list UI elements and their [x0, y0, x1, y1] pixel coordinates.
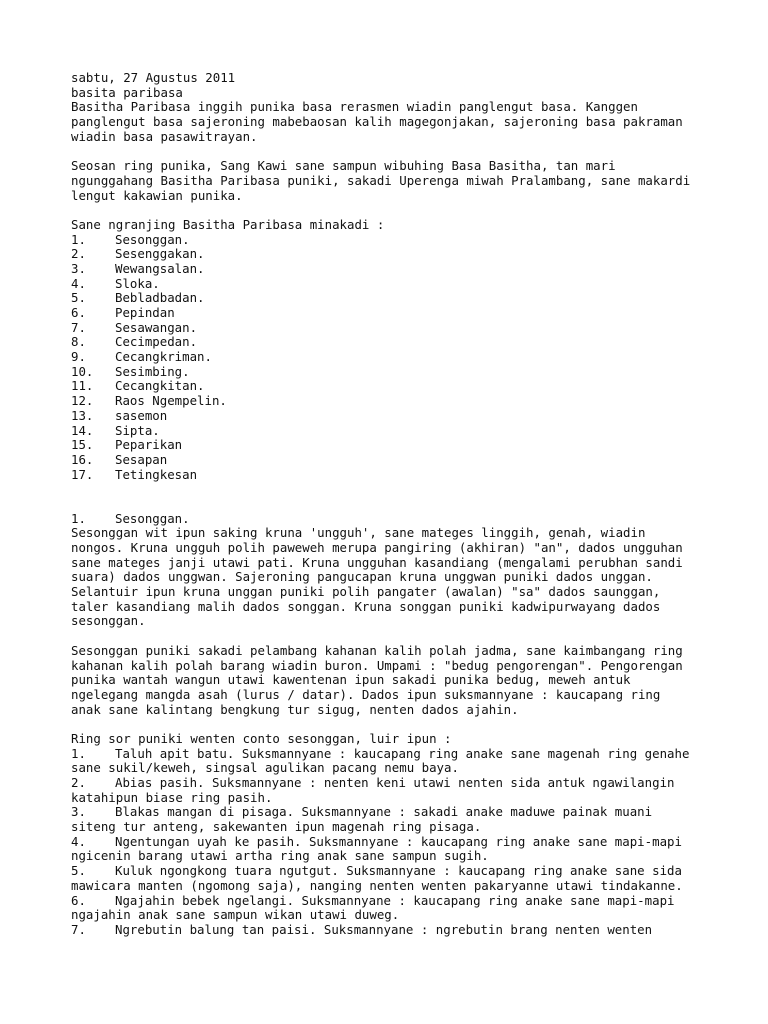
list-item: [71, 350, 731, 365]
example-item: [71, 864, 731, 893]
text-line: anak sane kalintang bengkung tur sigug, nenten dados ajahin.: [71, 701, 519, 717]
example-line: [71, 894, 731, 909]
example-item: [71, 894, 731, 923]
example-text: Abias pasih. Suksmannyane : nenten keni utawi nenten sida antuk ngawilangin: [115, 775, 675, 790]
text-line: Sesonggan wit ipun saking kruna 'ungguh', sane mateges linggih, genah, wiadin: [71, 525, 646, 541]
intro-paragraph-2: [71, 159, 731, 203]
list-item-label: Cecangkriman.: [115, 349, 212, 365]
text-line: taler kasandiang malih dados songgan. Kruna songgan puniki kadwipurwayang dados: [71, 598, 661, 614]
example-number: 3.: [71, 804, 86, 820]
list-item-label: Tetingkesan: [115, 466, 198, 482]
example-continuation: katahipun biase ring pasih.: [71, 789, 273, 805]
list-item-number: 3.: [71, 260, 86, 276]
text-line: sesonggan.: [71, 613, 146, 629]
example-number: 6.: [71, 892, 86, 908]
list-intro: Sane ngranjing Basitha Paribasa minakadi :: [71, 216, 385, 232]
list-item-label: Bebladbadan.: [115, 290, 205, 306]
list-item: [71, 277, 731, 292]
intro-paragraph-1: [71, 100, 731, 144]
list-item-label: Sesonggan.: [115, 231, 190, 247]
example-number: 2.: [71, 775, 86, 790]
list-item-number: 15.: [71, 437, 94, 453]
list-item-label: sasemon: [115, 407, 168, 423]
list-item-number: 10.: [71, 363, 94, 379]
list-item: [71, 335, 731, 350]
list-item: [71, 321, 731, 336]
text-line: punika wantah wangun utawi kawentenan ipun sakadi punika bedug, meweh antuk: [71, 672, 631, 688]
list-item-label: Sesapan: [115, 451, 168, 467]
sesonggan-example-list: [71, 747, 731, 938]
examples-intro: Ring sor puniki wenten conto sesonggan, luir ipun :: [71, 730, 452, 746]
list-item: [71, 394, 731, 409]
list-item-label: Sipta.: [115, 422, 160, 438]
list-item: [71, 306, 731, 321]
example-item: [71, 805, 731, 834]
list-item: [71, 291, 731, 306]
example-item: [71, 923, 731, 938]
section-heading-title: Sesonggan.: [115, 510, 190, 526]
example-item: [71, 835, 731, 864]
example-line: [71, 805, 731, 820]
list-item-number: 5.: [71, 290, 86, 306]
example-number: 7.: [71, 921, 86, 937]
text-line: suara) dados unggwan. Sajeroning pangucapan kruna unggwan puniki dados unggan.: [71, 569, 653, 585]
list-item-number: 14.: [71, 422, 94, 438]
example-continuation: sane sukil/keweh, singsal agulikan pacang nemu baya.: [71, 760, 459, 776]
list-item: [71, 424, 731, 439]
text-line: lengut kakawian punika.: [71, 187, 243, 203]
example-number: 4.: [71, 833, 86, 849]
paribasa-type-list: [71, 233, 731, 483]
example-text: Kuluk ngongkong tuara ngutgut. Suksmannyane : kaucapang ring anake sane sida: [115, 863, 682, 879]
list-item-number: 12.: [71, 393, 94, 409]
list-item: [71, 379, 731, 394]
post-title: basita paribasa: [71, 84, 183, 100]
example-number: 5.: [71, 863, 86, 879]
section-paragraph-1: [71, 526, 731, 629]
example-text: Ngajahin bebek ngelangi. Suksmannyane : kaucapang ring anake sane mapi-mapi: [115, 892, 675, 908]
list-item-number: 17.: [71, 466, 94, 482]
list-item: [71, 409, 731, 424]
text-line: Sesonggan puniki sakadi pelambang kahanan kalih polah jadma, sane kaimbangang ring: [71, 642, 683, 658]
list-item-label: Cecimpedan.: [115, 334, 198, 350]
example-text: Blakas mangan di pisaga. Suksmannyane : sakadi anake maduwe painak muani: [115, 804, 653, 820]
example-text: Ngrebutin balung tan paisi. Suksmannyane : ngrebutin brang nenten wenten: [115, 921, 653, 937]
list-item: [71, 365, 731, 380]
section-heading-number: 1.: [71, 510, 86, 526]
list-item: [71, 468, 731, 483]
list-item-number: 2.: [71, 246, 86, 262]
text-line: wiadin basa pasawitrayan.: [71, 128, 258, 144]
section-heading: [71, 512, 731, 527]
text-line: panglengut basa sajeroning mabebaosan kalih magegonjakan, sajeroning basa pakraman: [71, 114, 683, 130]
text-line: Selantuir ipun kruna unggan puniki polih pangater (awalan) "sa" dados saunggan,: [71, 584, 661, 600]
example-line: [71, 835, 731, 850]
list-item: [71, 233, 731, 248]
example-line: [71, 923, 731, 938]
list-item-number: 7.: [71, 319, 86, 335]
example-text: Ngentungan uyah ke pasih. Suksmannyane : kaucapang ring anake sane mapi-mapi: [115, 833, 682, 849]
list-item-label: Raos Ngempelin.: [115, 393, 227, 409]
text-line: ngelegang mangda asah (lurus / datar). Dados ipun suksmannyane : kaucapang ring: [71, 686, 661, 702]
list-item-label: Peparikan: [115, 437, 183, 453]
list-item-number: 11.: [71, 378, 94, 394]
post-date: sabtu, 27 Agustus 2011: [71, 70, 236, 85]
example-number: 1.: [71, 745, 86, 761]
list-item-label: Pepindan: [115, 305, 175, 320]
list-item-number: 13.: [71, 407, 94, 423]
example-continuation: mawicara manten (ngomong saja), nanging nenten wenten pakaryanne utawi tindakanne.: [71, 877, 683, 893]
text-line: Seosan ring punika, Sang Kawi sane sampun wibuhing Basa Basitha, tan mari: [71, 158, 616, 174]
list-item-number: 9.: [71, 349, 86, 365]
list-item-label: Sloka.: [115, 275, 160, 291]
list-item: [71, 438, 731, 453]
document-body: [71, 71, 731, 938]
list-item-label: Sesenggakan.: [115, 246, 205, 262]
section-paragraph-2: [71, 644, 731, 717]
list-item-number: 4.: [71, 275, 86, 291]
list-item-number: 16.: [71, 451, 94, 467]
list-item: [71, 262, 731, 277]
text-line: Basitha Paribasa inggih punika basa rerasmen wiadin panglengut basa. Kanggen: [71, 99, 638, 115]
text-line: kahanan kalih polah barang wiadin buron. Umpami : "bedug pengorengan". Pengorengan: [71, 657, 683, 673]
text-line: ngunggahang Basitha Paribasa puniki, sakadi Uperenga miwah Pralambang, sane makardi: [71, 172, 691, 188]
example-line: [71, 776, 731, 791]
example-line: [71, 747, 731, 762]
example-item: [71, 776, 731, 805]
list-item: [71, 453, 731, 468]
text-line: sane mateges janji utawi pati. Kruna ungguhan kasandiang (mengalami perubhan sandi: [71, 554, 683, 570]
list-item-number: 1.: [71, 231, 86, 247]
example-text: Taluh apit batu. Suksmannyane : kaucapang ring anake sane magenah ring genahe: [115, 745, 690, 761]
example-continuation: siteng tur anteng, sakewanten ipun magenah ring pisaga.: [71, 819, 482, 835]
example-item: [71, 747, 731, 776]
list-item-number: 8.: [71, 334, 86, 350]
list-item-label: Wewangsalan.: [115, 260, 205, 276]
list-item: [71, 247, 731, 262]
list-item-label: Sesimbing.: [115, 363, 190, 379]
example-continuation: ngicenin barang utawi artha ring anak sane sampun sugih.: [71, 848, 489, 864]
example-line: [71, 864, 731, 879]
example-continuation: ngajahin anak sane sampun wikan utawi duweg.: [71, 907, 400, 923]
text-line: nongos. Kruna ungguh polih paweweh merupa pangiring (akhiran) "an", dados ungguhan: [71, 540, 683, 555]
list-item-label: Cecangkitan.: [115, 378, 205, 394]
list-item-number: 6.: [71, 305, 86, 320]
list-item-label: Sesawangan.: [115, 319, 198, 335]
